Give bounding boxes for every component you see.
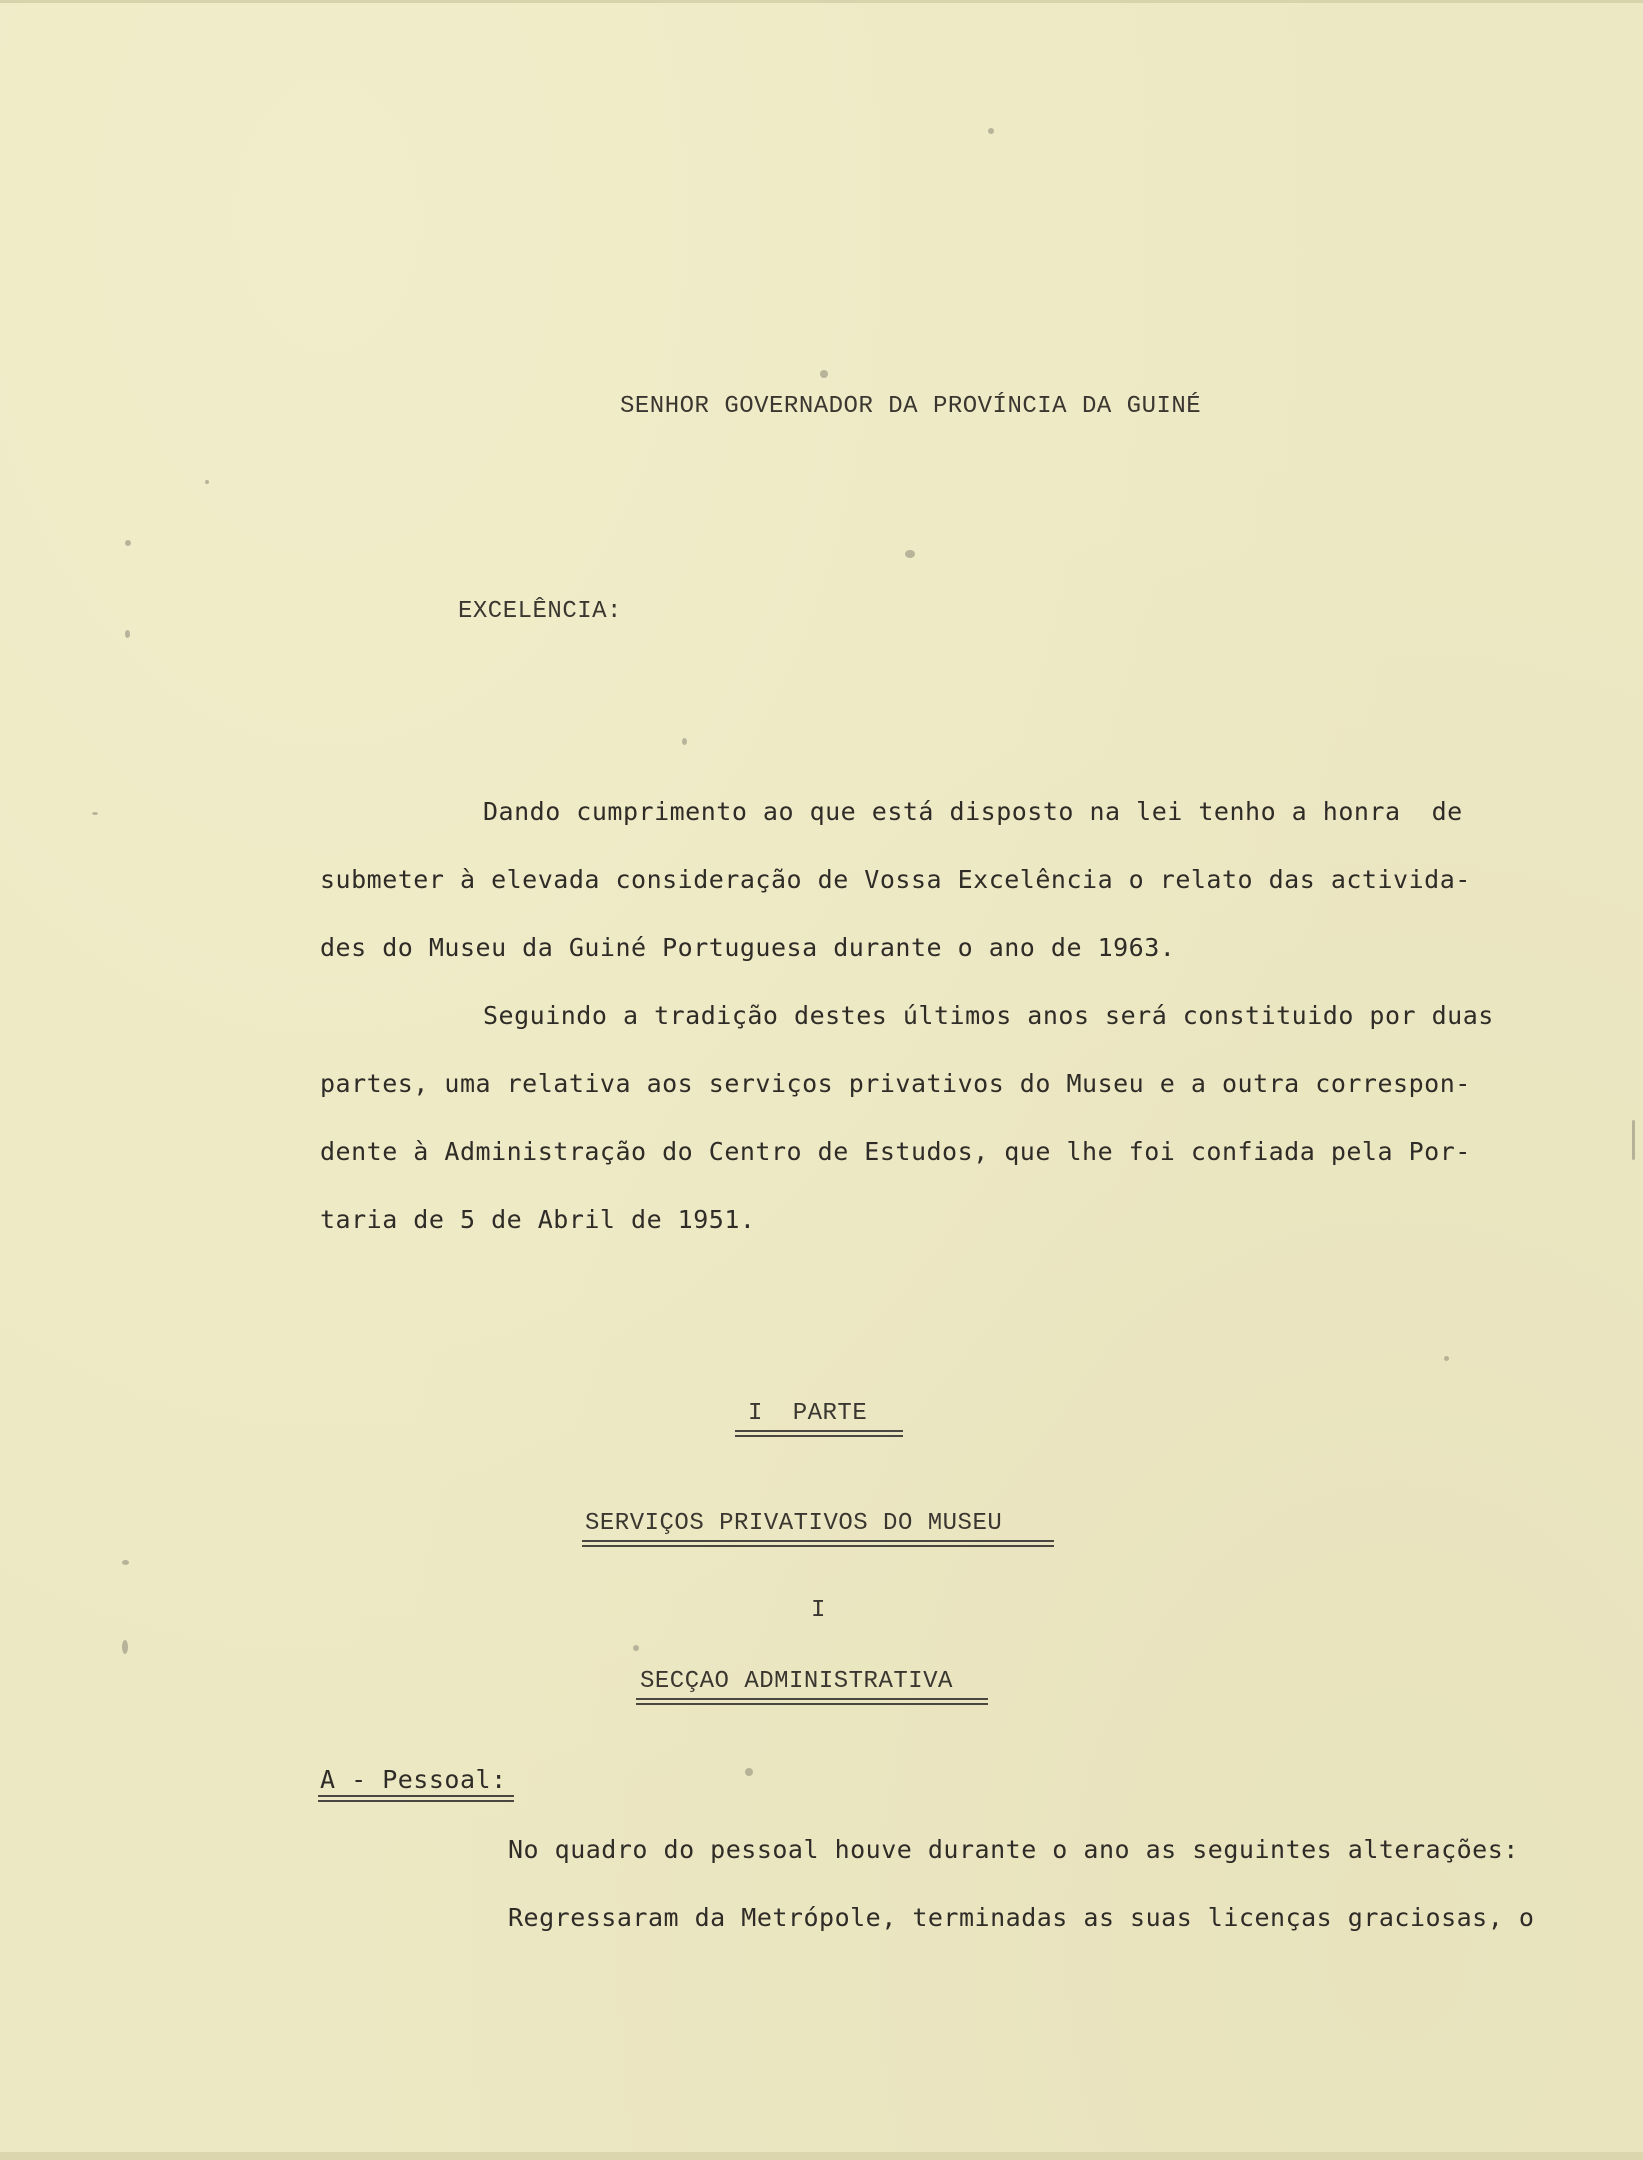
paragraph-2-line-2: partes, uma relativa aos serviços privativos do Museu e a outra correspon- [320, 1069, 1471, 1098]
subsection-title: A - Pessoal: [320, 1765, 507, 1794]
paper-speck [125, 630, 130, 638]
paper-speck [125, 540, 131, 546]
paragraph-2-line-4: taria de 5 de Abril de 1951. [320, 1205, 756, 1234]
section-title: SECÇAO ADMINISTRATIVA [640, 1668, 953, 1695]
paper-speck [1632, 1120, 1635, 1160]
paper-speck [633, 1645, 639, 1651]
part-title: SERVIÇOS PRIVATIVOS DO MUSEU [585, 1510, 1003, 1537]
part-heading-underline [735, 1430, 903, 1437]
addressee-line: SENHOR GOVERNADOR DA PROVÍNCIA DA GUINÉ [620, 393, 1202, 420]
part-heading: I PARTE [748, 1400, 868, 1427]
paper-speck [92, 812, 98, 815]
paragraph-3-line-1: No quadro do pessoal houve durante o ano as seguintes alterações: [508, 1835, 1519, 1864]
paper-speck [905, 550, 915, 558]
part-title-underline [582, 1540, 1054, 1547]
paper-speck [122, 1560, 129, 1565]
paragraph-1-line-3: des do Museu da Guiné Portuguesa durante o ano de 1963. [320, 933, 1176, 962]
subsection-title-underline [318, 1795, 514, 1802]
paper-speck [1444, 1356, 1449, 1361]
section-number: I [811, 1597, 826, 1624]
page-bottom-edge [0, 2152, 1643, 2160]
paper-speck [745, 1768, 753, 1776]
paper-speck [682, 738, 687, 745]
paragraph-3-line-2: Regressaram da Metrópole, terminadas as suas licenças graciosas, o [508, 1903, 1535, 1932]
section-title-underline [636, 1698, 988, 1705]
paragraph-1-line-1: Dando cumprimento ao que está disposto na lei tenho a honra de [483, 797, 1463, 826]
paper-speck [820, 370, 828, 378]
paragraph-2-line-3: dente à Administração do Centro de Estudos, que lhe foi confiada pela Por- [320, 1137, 1471, 1166]
salutation: EXCELÊNCIA: [458, 598, 622, 625]
paragraph-1-line-2: submeter à elevada consideração de Vossa Excelência o relato das activida- [320, 865, 1471, 894]
paper-speck [988, 128, 994, 134]
paper-speck [122, 1640, 128, 1654]
paragraph-2-line-1: Seguindo a tradição destes últimos anos será constituido por duas [483, 1001, 1494, 1030]
paper-speck [205, 480, 209, 484]
page-top-edge [0, 0, 1643, 3]
